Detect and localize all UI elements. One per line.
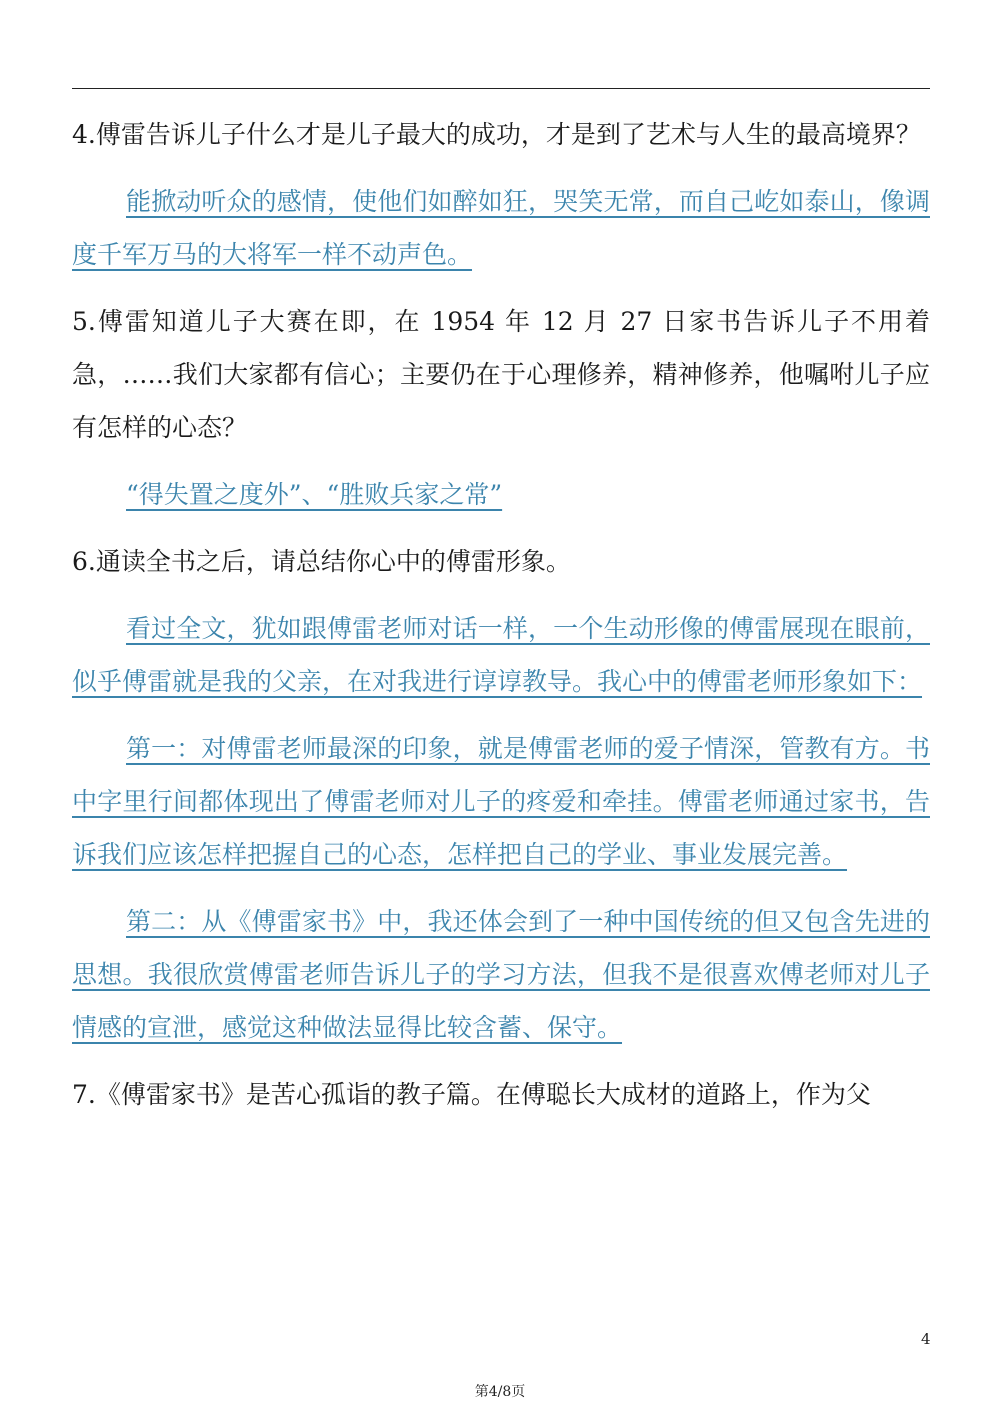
question-6: 6.通读全书之后，请总结你心中的傅雷形象。 (72, 547, 571, 576)
document-body (72, 108, 930, 1135)
header-rule (72, 88, 930, 89)
answer-6-intro: 看过全文，犹如跟傅雷老师对话一样，一个生动形像的傅雷展现在眼前，似乎傅雷就是我的父亲，在对我进行谆谆教导。我心中的傅雷老师形象如下： (72, 614, 930, 696)
question-5: 5.傅雷知道儿子大赛在即，在 1954 年 12 月 27 日家书告诉儿子不用着急，……我们大家都有信心；主要仍在于心理修养，精神修养，他嘱咐儿子应有怎样的心态？ (72, 307, 930, 442)
answer-6-point-1: 第一：对傅雷老师最深的印象，就是傅雷老师的爱子情深，管教有方。书中字里行间都体现出了傅雷老师对儿子的疼爱和牵挂。傅雷老师通过家书，告诉我们应该怎样把握自己的心态，怎样把自己的学业、事业发展完善。 (72, 734, 930, 869)
answer-5: “得失置之度外”、“胜败兵家之常” (126, 480, 503, 509)
question-7: 7.《傅雷家书》是苦心孤诣的教子篇。在傅聪长大成材的道路上，作为父 (72, 1080, 871, 1109)
answer-4: 能掀动听众的感情，使他们如醉如狂，哭笑无常，而自己屹如泰山，像调度千军万马的大将军一样不动声色。 (72, 187, 930, 269)
page-footer: 第4/8页 (474, 1384, 526, 1400)
question-4: 4.傅雷告诉儿子什么才是儿子最大的成功，才是到了艺术与人生的最高境界？ (72, 120, 921, 149)
answer-6-point-2: 第二：从《傅雷家书》中，我还体会到了一种中国传统的但又包含先进的思想。我很欣赏傅雷老师告诉儿子的学习方法，但我不是很喜欢傅老师对儿子情感的宣泄，感觉这种做法显得比较含蓄、保守。 (72, 907, 930, 1042)
page-number: 4 (921, 1330, 931, 1348)
